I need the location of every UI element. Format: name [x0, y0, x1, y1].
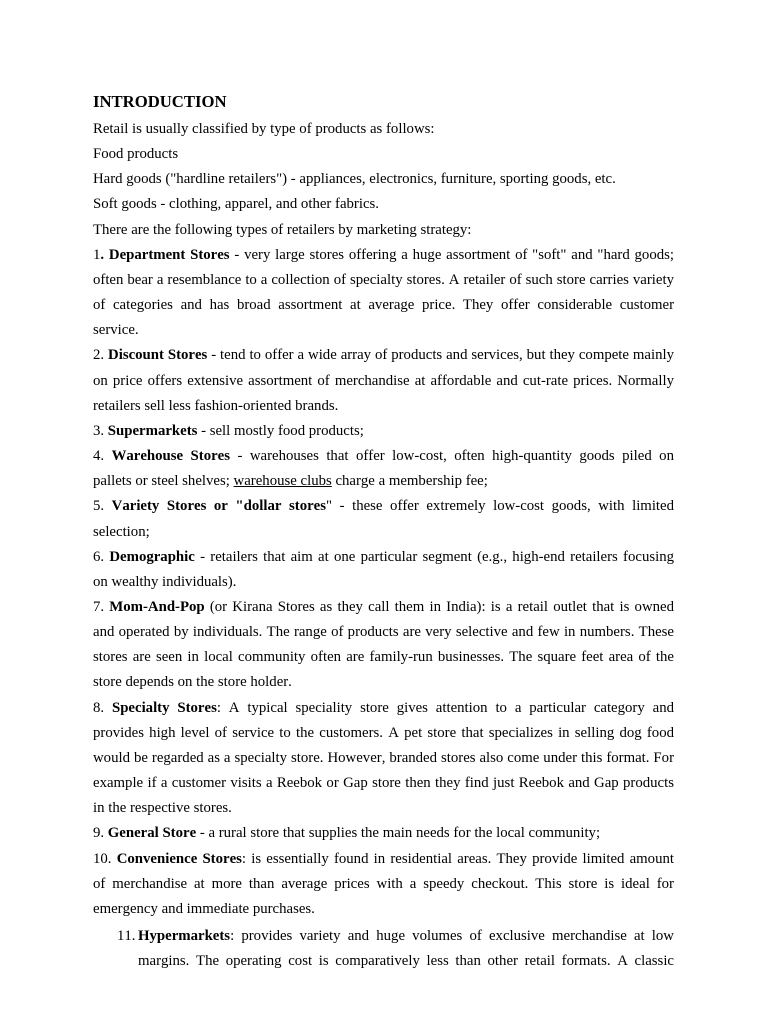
item-text-line: margins. The operating cost is comparatively less than other retail formats. A classic	[138, 953, 674, 970]
retailer-type-item	[93, 924, 674, 974]
item-term: Supermarkets	[107, 422, 198, 439]
document-body	[93, 87, 674, 974]
retailer-type-item	[93, 419, 674, 444]
item-text-line: stores are seen in local community often are family-run businesses. The square feet area of the	[93, 649, 674, 666]
item-number: 5.	[93, 498, 112, 515]
item-text: - warehouses that offer low-cost, often high-quantity goods piled on	[229, 448, 674, 465]
item-text: - sell mostly food products;	[197, 422, 364, 439]
item-term: Variety Stores or "dollar stores	[111, 498, 326, 515]
item-number: 4.	[93, 448, 112, 465]
item-text: : provides variety and huge volumes of exclusive merchandise at low	[230, 928, 674, 944]
item-text-line: on price offers extensive assortment of merchandise at affordable and cut-rate prices. Normally	[93, 372, 674, 389]
item-text-line	[93, 469, 674, 494]
item-term: Demographic	[109, 548, 195, 565]
item-text: - retailers that aim at one particular segment (e.g., high-end retailers focusing	[194, 548, 675, 565]
intro-line: There are the following types of retailers by marketing strategy:	[93, 221, 472, 238]
item-text: " - these offer extremely low-cost goods, with limited	[326, 498, 675, 515]
item-text: - a rural store that supplies the main needs for the local community;	[196, 825, 601, 842]
item-number: 9.	[93, 825, 108, 842]
item-text-line: and operated by individuals. The range of products are very selective and few in numbers. These	[93, 624, 674, 641]
item-number: 6.	[93, 548, 110, 565]
item-number: 1	[93, 246, 101, 263]
item-first-line	[93, 243, 674, 268]
item-number: 8.	[93, 699, 112, 716]
retailer-type-item	[93, 595, 674, 696]
item-first-line	[93, 343, 674, 368]
item-number: 7.	[93, 598, 110, 615]
item-term: Specialty Stores	[111, 699, 217, 716]
item-number: 10.	[93, 850, 117, 867]
retailer-type-item	[93, 343, 674, 418]
intro-line: Food products	[93, 146, 179, 163]
page-title: INTRODUCTION	[93, 92, 227, 111]
item-text-line: service.	[93, 322, 139, 339]
item-text: : is essentially found in residential areas. They provide limited amount	[241, 850, 674, 867]
retailer-type-item	[93, 696, 674, 822]
item-first-line	[93, 821, 674, 846]
item-first-line	[93, 545, 674, 570]
item-first-line	[93, 696, 674, 721]
item-first-line	[93, 494, 674, 519]
retailer-type-item	[93, 847, 674, 922]
intro-line: Soft goods - clothing, apparel, and other fabrics.	[93, 196, 379, 213]
retailer-type-item	[93, 821, 674, 846]
item-text-line: emergency and immediate purchases.	[93, 900, 315, 917]
item-text-line: retailers sell less fashion-oriented brands.	[93, 397, 339, 414]
item-text: charge a membership fee;	[331, 473, 488, 490]
item-text-line: provides high level of service to the customers. A pet store that specializes in selling dog food	[93, 724, 674, 741]
item-first-line	[93, 595, 674, 620]
retailer-type-item	[93, 444, 674, 494]
item-term: Warehouse Stores	[111, 448, 230, 465]
item-first-line	[93, 847, 674, 872]
retailer-type-item	[93, 545, 674, 595]
item-term: Discount Stores	[108, 347, 208, 364]
item-text-line: selection;	[93, 523, 150, 540]
item-term: Mom-And-Pop	[109, 598, 205, 615]
retailer-type-item	[93, 243, 674, 344]
item-number: 11.	[117, 928, 136, 944]
item-text: (or Kirana Stores as they call them in India): is a retail outlet that is owned	[204, 598, 674, 615]
item-text: - tend to offer a wide array of products and services, but they compete mainly	[207, 347, 674, 364]
item-text-line: in the respective stores.	[93, 800, 232, 817]
item-text: - very large stores offering a huge assortment of "soft" and "hard goods;	[229, 246, 674, 263]
item-number: 3.	[93, 422, 108, 439]
item-text-line: would be regarded as a specialty store. However, branded stores also come under this format. For	[93, 749, 674, 766]
item-text: : A typical speciality store gives attention to a particular category and	[216, 699, 674, 716]
item-text-line: store depends on the store holder.	[93, 674, 292, 691]
item-term: Hypermarkets	[138, 928, 231, 944]
item-first-line	[93, 444, 674, 469]
item-text-line: of categories and has broad assortment at average price. They offer considerable customer	[93, 297, 674, 314]
item-term: Convenience Stores	[116, 850, 242, 867]
intro-line: Retail is usually classified by type of products as follows:	[93, 121, 435, 137]
item-text-line: on wealthy individuals).	[93, 573, 237, 590]
intro-line: Hard goods ("hardline retailers") - appliances, electronics, furniture, sporting goods, etc.	[93, 171, 616, 188]
retailer-type-item	[93, 494, 674, 544]
item-first-line	[138, 924, 674, 949]
item-term: General Store	[107, 825, 197, 842]
warehouse-clubs-link[interactable]: warehouse clubs	[233, 473, 332, 490]
item-text: pallets or steel shelves;	[93, 473, 234, 490]
item-text-line: often bear a resemblance to a collection of specialty stores. A retailer of such store carries variety	[93, 271, 674, 288]
item-text-line: of merchandise at more than average prices with a speedy checkout. This store is ideal for	[93, 875, 674, 892]
item-text-line: example if a customer visits a Reebok or Gap store then they find just Reebok and Gap products	[93, 775, 674, 792]
item-number: 2.	[93, 347, 109, 364]
item-term: . Department Stores	[100, 246, 230, 263]
item-first-line	[93, 419, 674, 444]
